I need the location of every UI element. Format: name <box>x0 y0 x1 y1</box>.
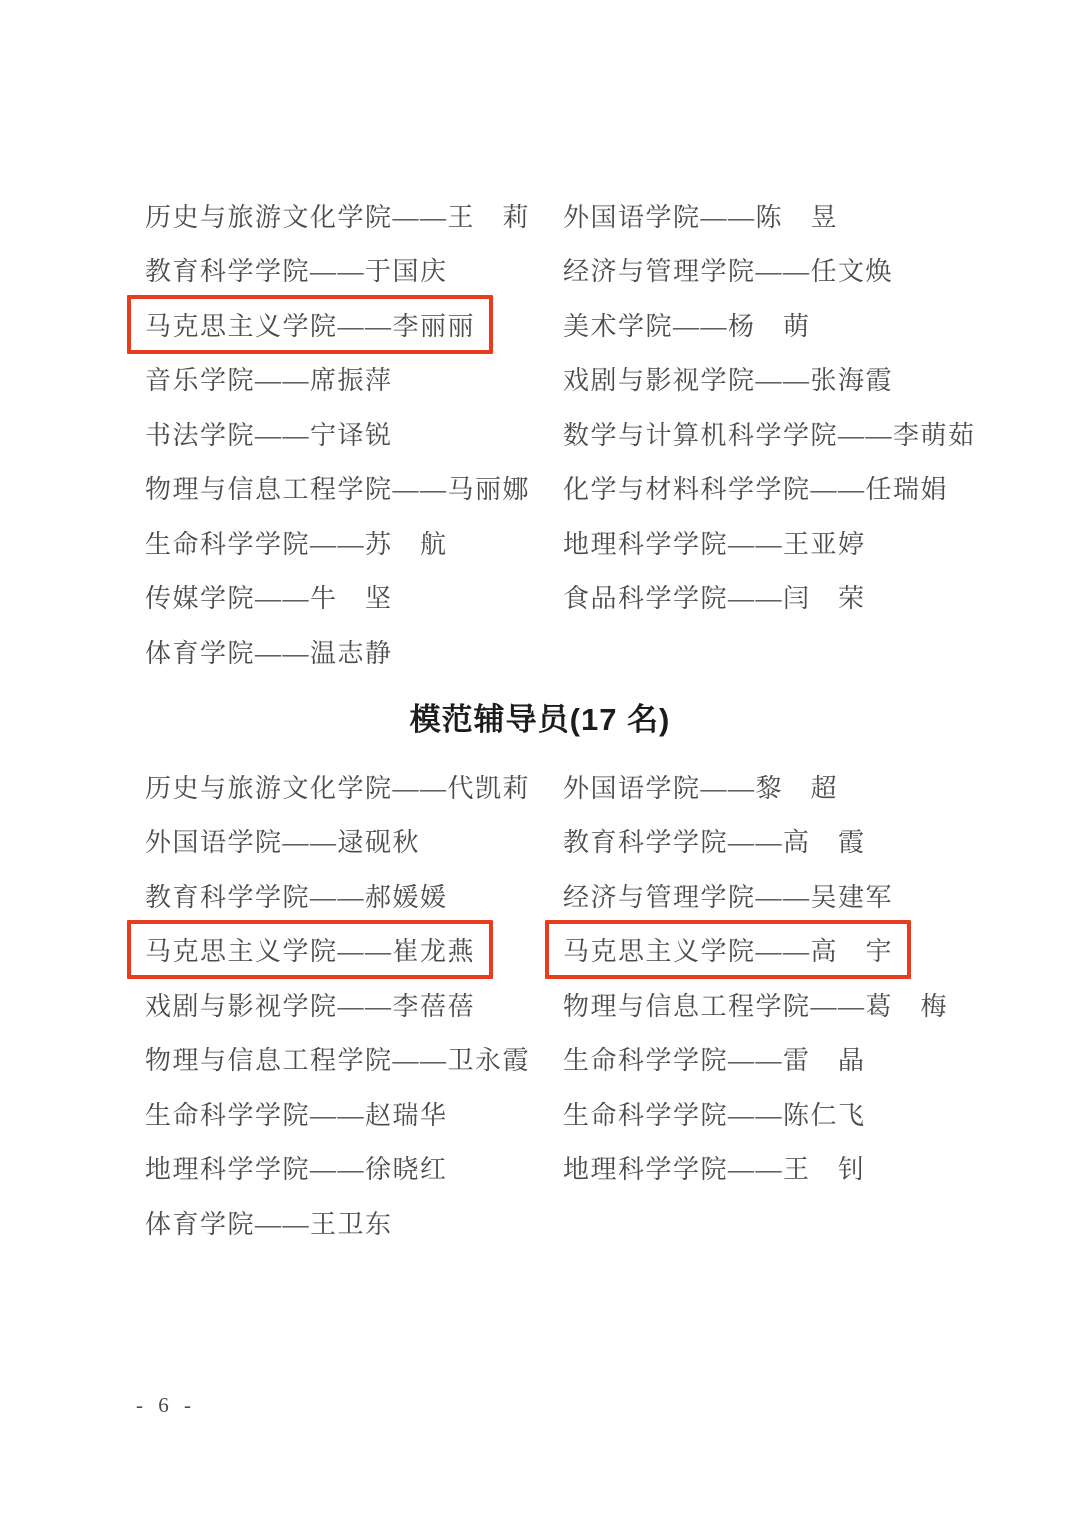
award-entry: 外国语学院——陈 昱 <box>563 202 839 232</box>
award-entry: 音乐学院——席振萍 <box>145 366 393 396</box>
award-entry: 经济与管理学院——任文焕 <box>563 257 894 287</box>
award-entry: 经济与管理学院——吴建军 <box>563 882 894 912</box>
award-entry: 戏剧与影视学院——张海霞 <box>563 366 894 396</box>
award-entry-row <box>563 461 976 516</box>
award-entry: 化学与材料科学学院——任瑞娟 <box>563 475 949 505</box>
award-entry-row <box>563 188 976 243</box>
award-entry: 生命科学学院——陈仁飞 <box>563 1100 866 1130</box>
award-entry-row <box>145 814 530 869</box>
award-entry: 物理与信息工程学院——葛 梅 <box>563 991 949 1021</box>
award-entry: 地理科学学院——王亚婷 <box>563 529 866 559</box>
award-entry: 物理与信息工程学院——卫永霞 <box>145 1046 531 1076</box>
award-entry: 教育科学学院——高 霞 <box>563 828 866 858</box>
award-entry-row <box>145 923 530 978</box>
award-entry-row <box>563 406 976 461</box>
award-entry: 体育学院——王卫东 <box>145 1209 393 1239</box>
award-entry: 美术学院——杨 萌 <box>563 311 811 341</box>
award-entry: 食品科学学院——闫 荣 <box>563 584 866 614</box>
award-entry: 外国语学院——黎 超 <box>563 773 839 803</box>
award-entry-row <box>563 352 976 407</box>
award-entry: 生命科学学院——苏 航 <box>145 529 448 559</box>
award-entry-row <box>563 1141 948 1196</box>
award-entry-row <box>145 243 530 298</box>
section2-left-column <box>145 759 530 1250</box>
award-entry-row <box>563 814 948 869</box>
award-entry-row <box>563 1086 948 1141</box>
award-entry-highlight-box: 马克思主义学院——崔龙燕 <box>127 920 493 979</box>
award-entry-row <box>563 923 948 978</box>
award-entry: 数学与计算机科学学院——李萌茹 <box>563 420 976 450</box>
award-entry: 地理科学学院——王 钊 <box>563 1155 866 1185</box>
award-entry-row <box>563 515 976 570</box>
award-entry: 生命科学学院——赵瑞华 <box>145 1100 448 1130</box>
award-entry: 传媒学院——牛 坚 <box>145 584 393 614</box>
award-entry-row <box>145 624 530 679</box>
section2-right-column <box>563 759 948 1195</box>
award-entry-row <box>145 406 530 461</box>
section1-left-column <box>145 188 530 679</box>
award-entry-highlight-box: 马克思主义学院——高 宇 <box>545 920 911 979</box>
award-entry-row <box>145 759 530 814</box>
award-entry-row <box>563 868 948 923</box>
award-entry-row <box>145 297 530 352</box>
award-entry: 教育科学学院——郝媛媛 <box>145 882 448 912</box>
award-entry-row <box>563 1032 948 1087</box>
award-entry-row <box>563 297 976 352</box>
award-entry-row <box>145 570 530 625</box>
award-entry-row <box>145 1195 530 1250</box>
award-entry: 书法学院——宁译锐 <box>145 420 393 450</box>
page-number: - 6 - <box>136 1393 196 1417</box>
section1-right-column <box>563 188 976 624</box>
award-entry: 历史与旅游文化学院——王 莉 <box>145 202 531 232</box>
section-heading: 模范辅导员(17 名) <box>409 702 671 737</box>
award-entry-row <box>563 570 976 625</box>
award-entry: 物理与信息工程学院——马丽娜 <box>145 475 531 505</box>
award-entry: 外国语学院——逯砚秋 <box>145 828 421 858</box>
award-entry: 体育学院——温志静 <box>145 638 393 668</box>
award-entry-row <box>145 515 530 570</box>
award-entry-row <box>563 759 948 814</box>
award-entry-row <box>563 977 948 1032</box>
award-entry-row <box>145 461 530 516</box>
award-entry-row <box>145 352 530 407</box>
award-entry-row <box>145 1141 530 1196</box>
award-entry: 教育科学学院——于国庆 <box>145 257 448 287</box>
award-entry-row <box>145 1032 530 1087</box>
award-entry: 戏剧与影视学院——李蓓蓓 <box>145 991 476 1021</box>
award-entry-highlight-box: 马克思主义学院——李丽丽 <box>127 295 493 354</box>
award-entry: 生命科学学院——雷 晶 <box>563 1046 866 1076</box>
award-entry: 地理科学学院——徐晓红 <box>145 1155 448 1185</box>
award-entry-row <box>145 188 530 243</box>
award-entry-row <box>145 868 530 923</box>
award-entry-row <box>145 977 530 1032</box>
award-entry-row <box>145 1086 530 1141</box>
award-entry-row <box>563 243 976 298</box>
award-entry: 历史与旅游文化学院——代凯莉 <box>145 773 531 803</box>
